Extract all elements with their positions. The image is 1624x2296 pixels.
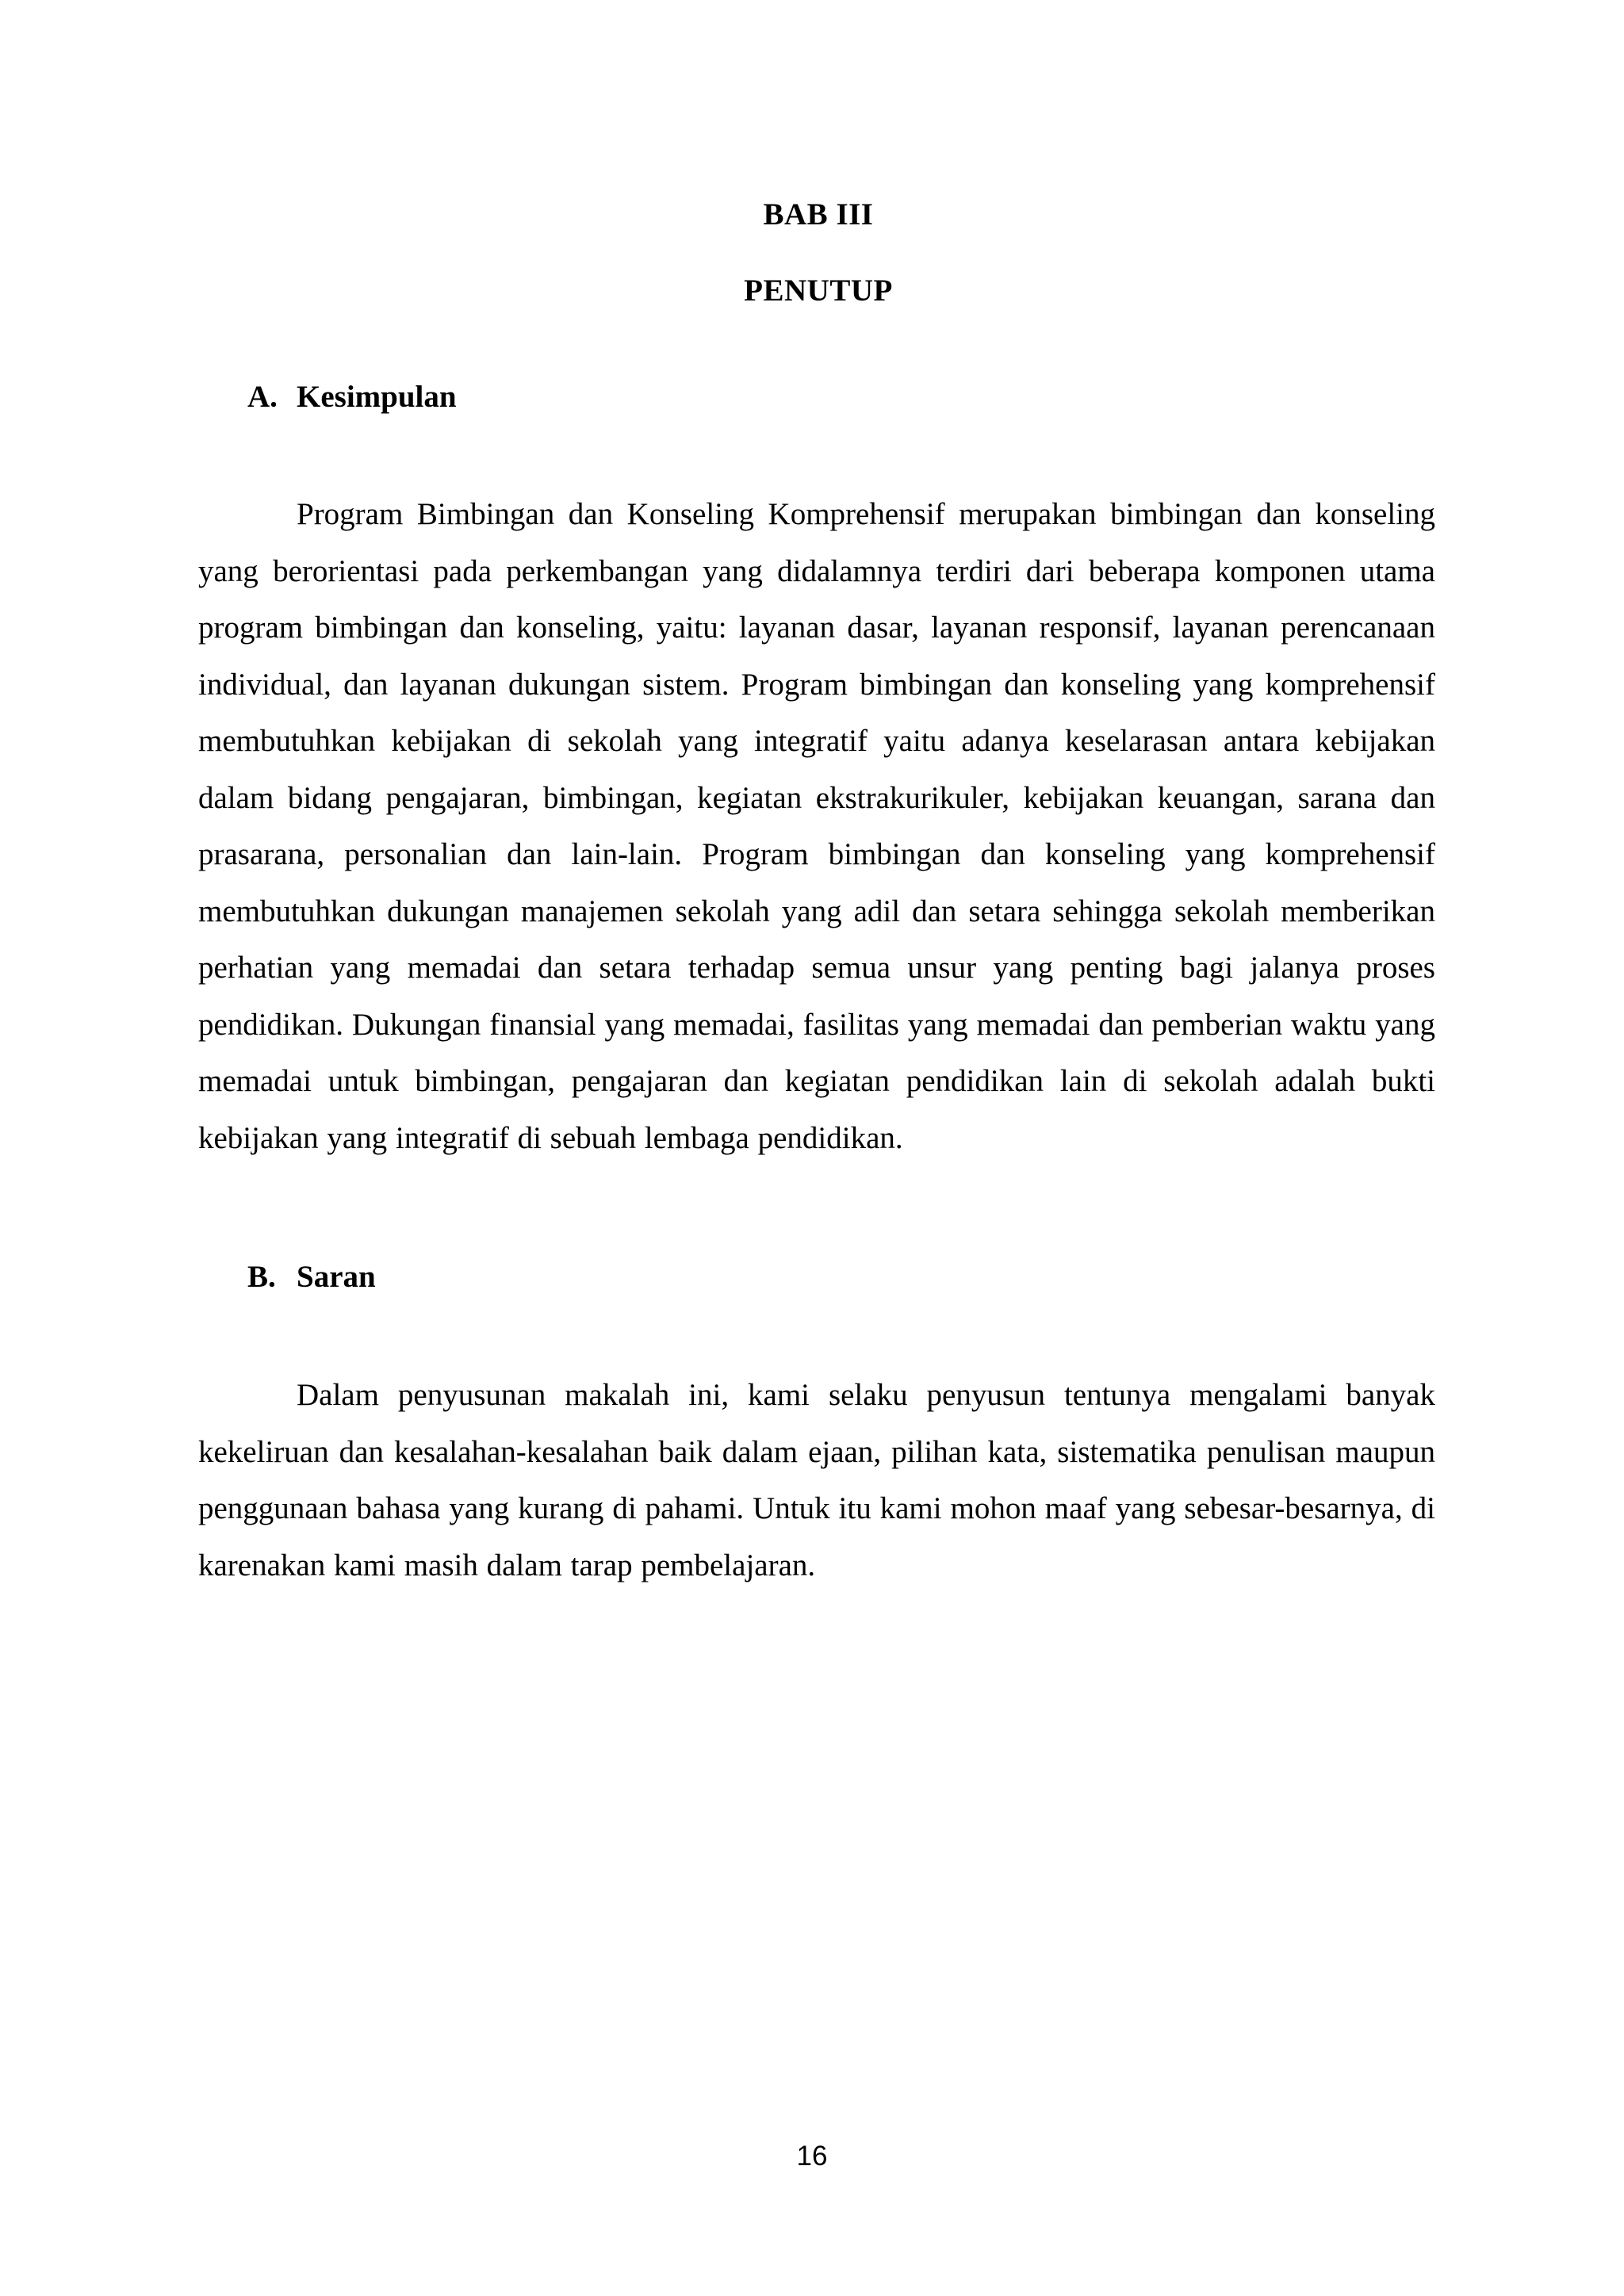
section-number: A. xyxy=(247,380,278,414)
section-heading-saran xyxy=(247,1258,376,1296)
page-number: 16 xyxy=(796,2141,828,2172)
section-title: Saran xyxy=(297,1260,376,1294)
section-title: Kesimpulan xyxy=(297,380,457,414)
chapter-number: BAB III xyxy=(763,197,874,232)
paragraph-saran: Dalam penyusunan makalah ini, kami selaku penyusun tentunya mengalami banyak kekeliruan dan kesalahan-kesalahan baik dalam ejaan, pilihan kata, sistematika penulisan maupun penggunaan bahasa yang kurang di pahami. Untuk itu kami mohon maaf yang sebesar-besarnya, di karenakan kami masih dalam tarap pembelajaran. xyxy=(198,1378,1435,1582)
paragraph-kesimpulan: Program Bimbingan dan Konseling Komprehensif merupakan bimbingan dan konseling yang berorientasi pada perkembangan yang didalamnya terdiri dari beberapa komponen utama program bimbingan dan konseling, yaitu: layanan dasar, layanan responsif, layanan perencanaan individual, dan layanan dukungan sistem. Program bimbingan dan konseling yang komprehensif membutuhkan kebijakan di sekolah yang integratif yaitu adanya keselarasan antara kebijakan dalam bidang pengajaran, bimbingan, kegiatan ekstrakurikuler, kebijakan keuangan, sarana dan prasarana, personalian dan lain-lain. Program bimbingan dan konseling yang komprehensif membutuhkan dukungan manajemen sekolah yang adil dan setara sehingga sekolah memberikan perhatian yang memadai dan setara terhadap semua unsur yang penting bagi jalanya proses pendidikan. Dukungan finansial yang memadai, fasilitas yang memadai dan pemberian waktu yang memadai untuk bimbingan, pengajaran dan kegiatan pendidikan lain di sekolah adalah bukti kebijakan yang integratif di sebuah lembaga pendidikan. xyxy=(198,497,1435,1155)
section-number: B. xyxy=(247,1260,276,1294)
chapter-title: PENUTUP xyxy=(744,274,893,308)
section-heading-kesimpulan xyxy=(247,378,457,416)
